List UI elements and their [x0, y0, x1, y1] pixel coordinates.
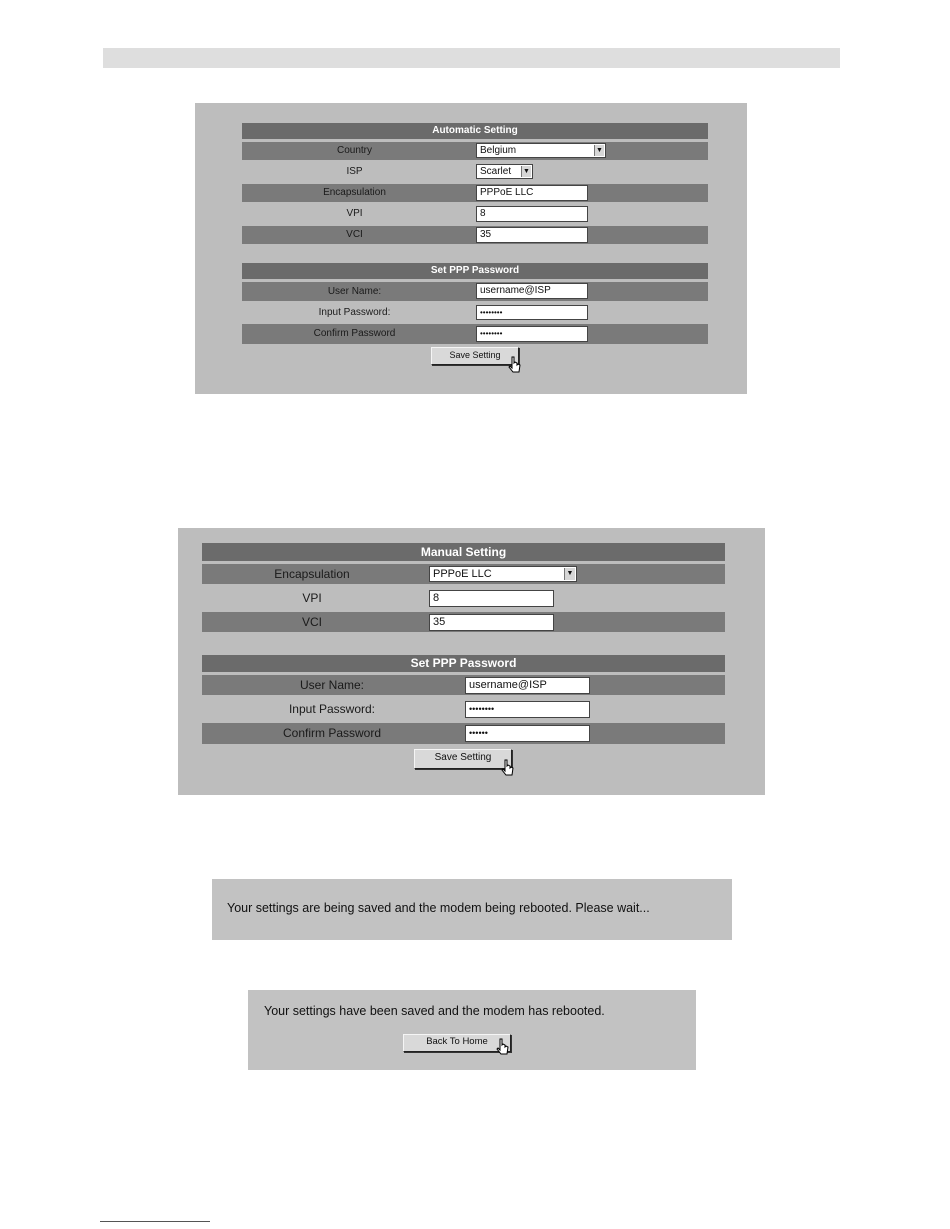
manual-encapsulation-select-value: PPPoE LLC: [433, 568, 492, 580]
vpi-field[interactable]: 8: [476, 206, 588, 222]
automatic-setting-heading: Automatic Setting: [242, 123, 708, 139]
country-select-value: Belgium: [480, 145, 517, 156]
manual-confirm-password-row: [202, 723, 725, 744]
manual-confirm-password-field[interactable]: ••••••: [465, 725, 590, 742]
vpi-row: [242, 205, 708, 223]
header-bar: [103, 48, 840, 68]
saving-message-panel: [212, 879, 732, 940]
manual-set-ppp-password-heading: Set PPP Password: [202, 655, 725, 672]
vci-field[interactable]: 35: [476, 227, 588, 243]
vci-row: [242, 226, 708, 244]
isp-select[interactable]: [476, 164, 533, 179]
manual-vci-row: [202, 612, 725, 632]
vpi-label: VPI: [346, 208, 363, 219]
manual-input-password-row: [202, 699, 725, 719]
manual-encapsulation-row: [202, 564, 725, 584]
mouse-pointer-icon: [501, 759, 515, 777]
vci-label: VCI: [346, 229, 363, 240]
back-to-home-button[interactable]: Back To Home: [403, 1034, 511, 1052]
manual-input-password-label: Input Password:: [288, 702, 376, 716]
confirm-password-label: Confirm Password: [313, 328, 396, 339]
mouse-pointer-icon: [496, 1038, 510, 1056]
manual-setting-heading: Manual Setting: [202, 543, 725, 561]
manual-setting-panel: [178, 528, 765, 795]
chevron-down-icon: ▼: [521, 166, 531, 177]
footer-rule: [100, 1221, 210, 1222]
manual-vci-field[interactable]: 35: [429, 614, 554, 631]
input-password-label: Input Password:: [318, 307, 391, 318]
manual-vpi-row: [202, 588, 725, 608]
isp-row: [242, 163, 708, 181]
country-row: [242, 142, 708, 160]
encapsulation-label: Encapsulation: [323, 187, 386, 198]
manual-user-name-label: User Name:: [299, 678, 364, 692]
encapsulation-row: [242, 184, 708, 202]
manual-vpi-label: VPI: [302, 591, 322, 605]
automatic-setting-table: [242, 123, 708, 353]
manual-user-name-field[interactable]: username@ISP: [465, 677, 590, 694]
confirm-password-field[interactable]: ••••••••: [476, 326, 588, 342]
manual-encapsulation-select[interactable]: [429, 566, 577, 582]
manual-input-password-field[interactable]: ••••••••: [465, 701, 590, 718]
saving-message: Your settings are being saved and the modem being rebooted. Please wait...: [227, 901, 650, 915]
chevron-down-icon: ▼: [594, 145, 604, 156]
input-password-field[interactable]: ••••••••: [476, 305, 588, 320]
encapsulation-field[interactable]: PPPoE LLC: [476, 185, 588, 201]
user-name-field[interactable]: username@ISP: [476, 283, 588, 299]
chevron-down-icon: ▼: [564, 568, 575, 580]
confirm-password-row: [242, 324, 708, 344]
manual-confirm-password-label: Confirm Password: [282, 726, 382, 740]
saved-message: Your settings have been saved and the modem has rebooted.: [264, 1004, 605, 1018]
manual-vci-label: VCI: [301, 615, 322, 629]
country-label: Country: [336, 145, 372, 156]
save-setting-button[interactable]: Save Setting: [431, 347, 519, 365]
user-name-row: [242, 282, 708, 301]
country-select[interactable]: [476, 143, 606, 158]
isp-label: ISP: [346, 166, 363, 177]
saved-message-panel: [248, 990, 696, 1070]
manual-setting-table: [202, 543, 725, 748]
user-name-label: User Name:: [327, 286, 382, 297]
manual-save-setting-button[interactable]: Save Setting: [414, 749, 512, 769]
set-ppp-password-heading: Set PPP Password: [242, 263, 708, 279]
isp-select-value: Scarlet: [480, 166, 512, 177]
manual-encapsulation-label: Encapsulation: [274, 567, 350, 581]
manual-vpi-field[interactable]: 8: [429, 590, 554, 607]
manual-user-name-row: [202, 675, 725, 695]
automatic-setting-panel: [195, 103, 747, 394]
input-password-row: [242, 304, 708, 322]
mouse-pointer-icon: [508, 356, 522, 374]
